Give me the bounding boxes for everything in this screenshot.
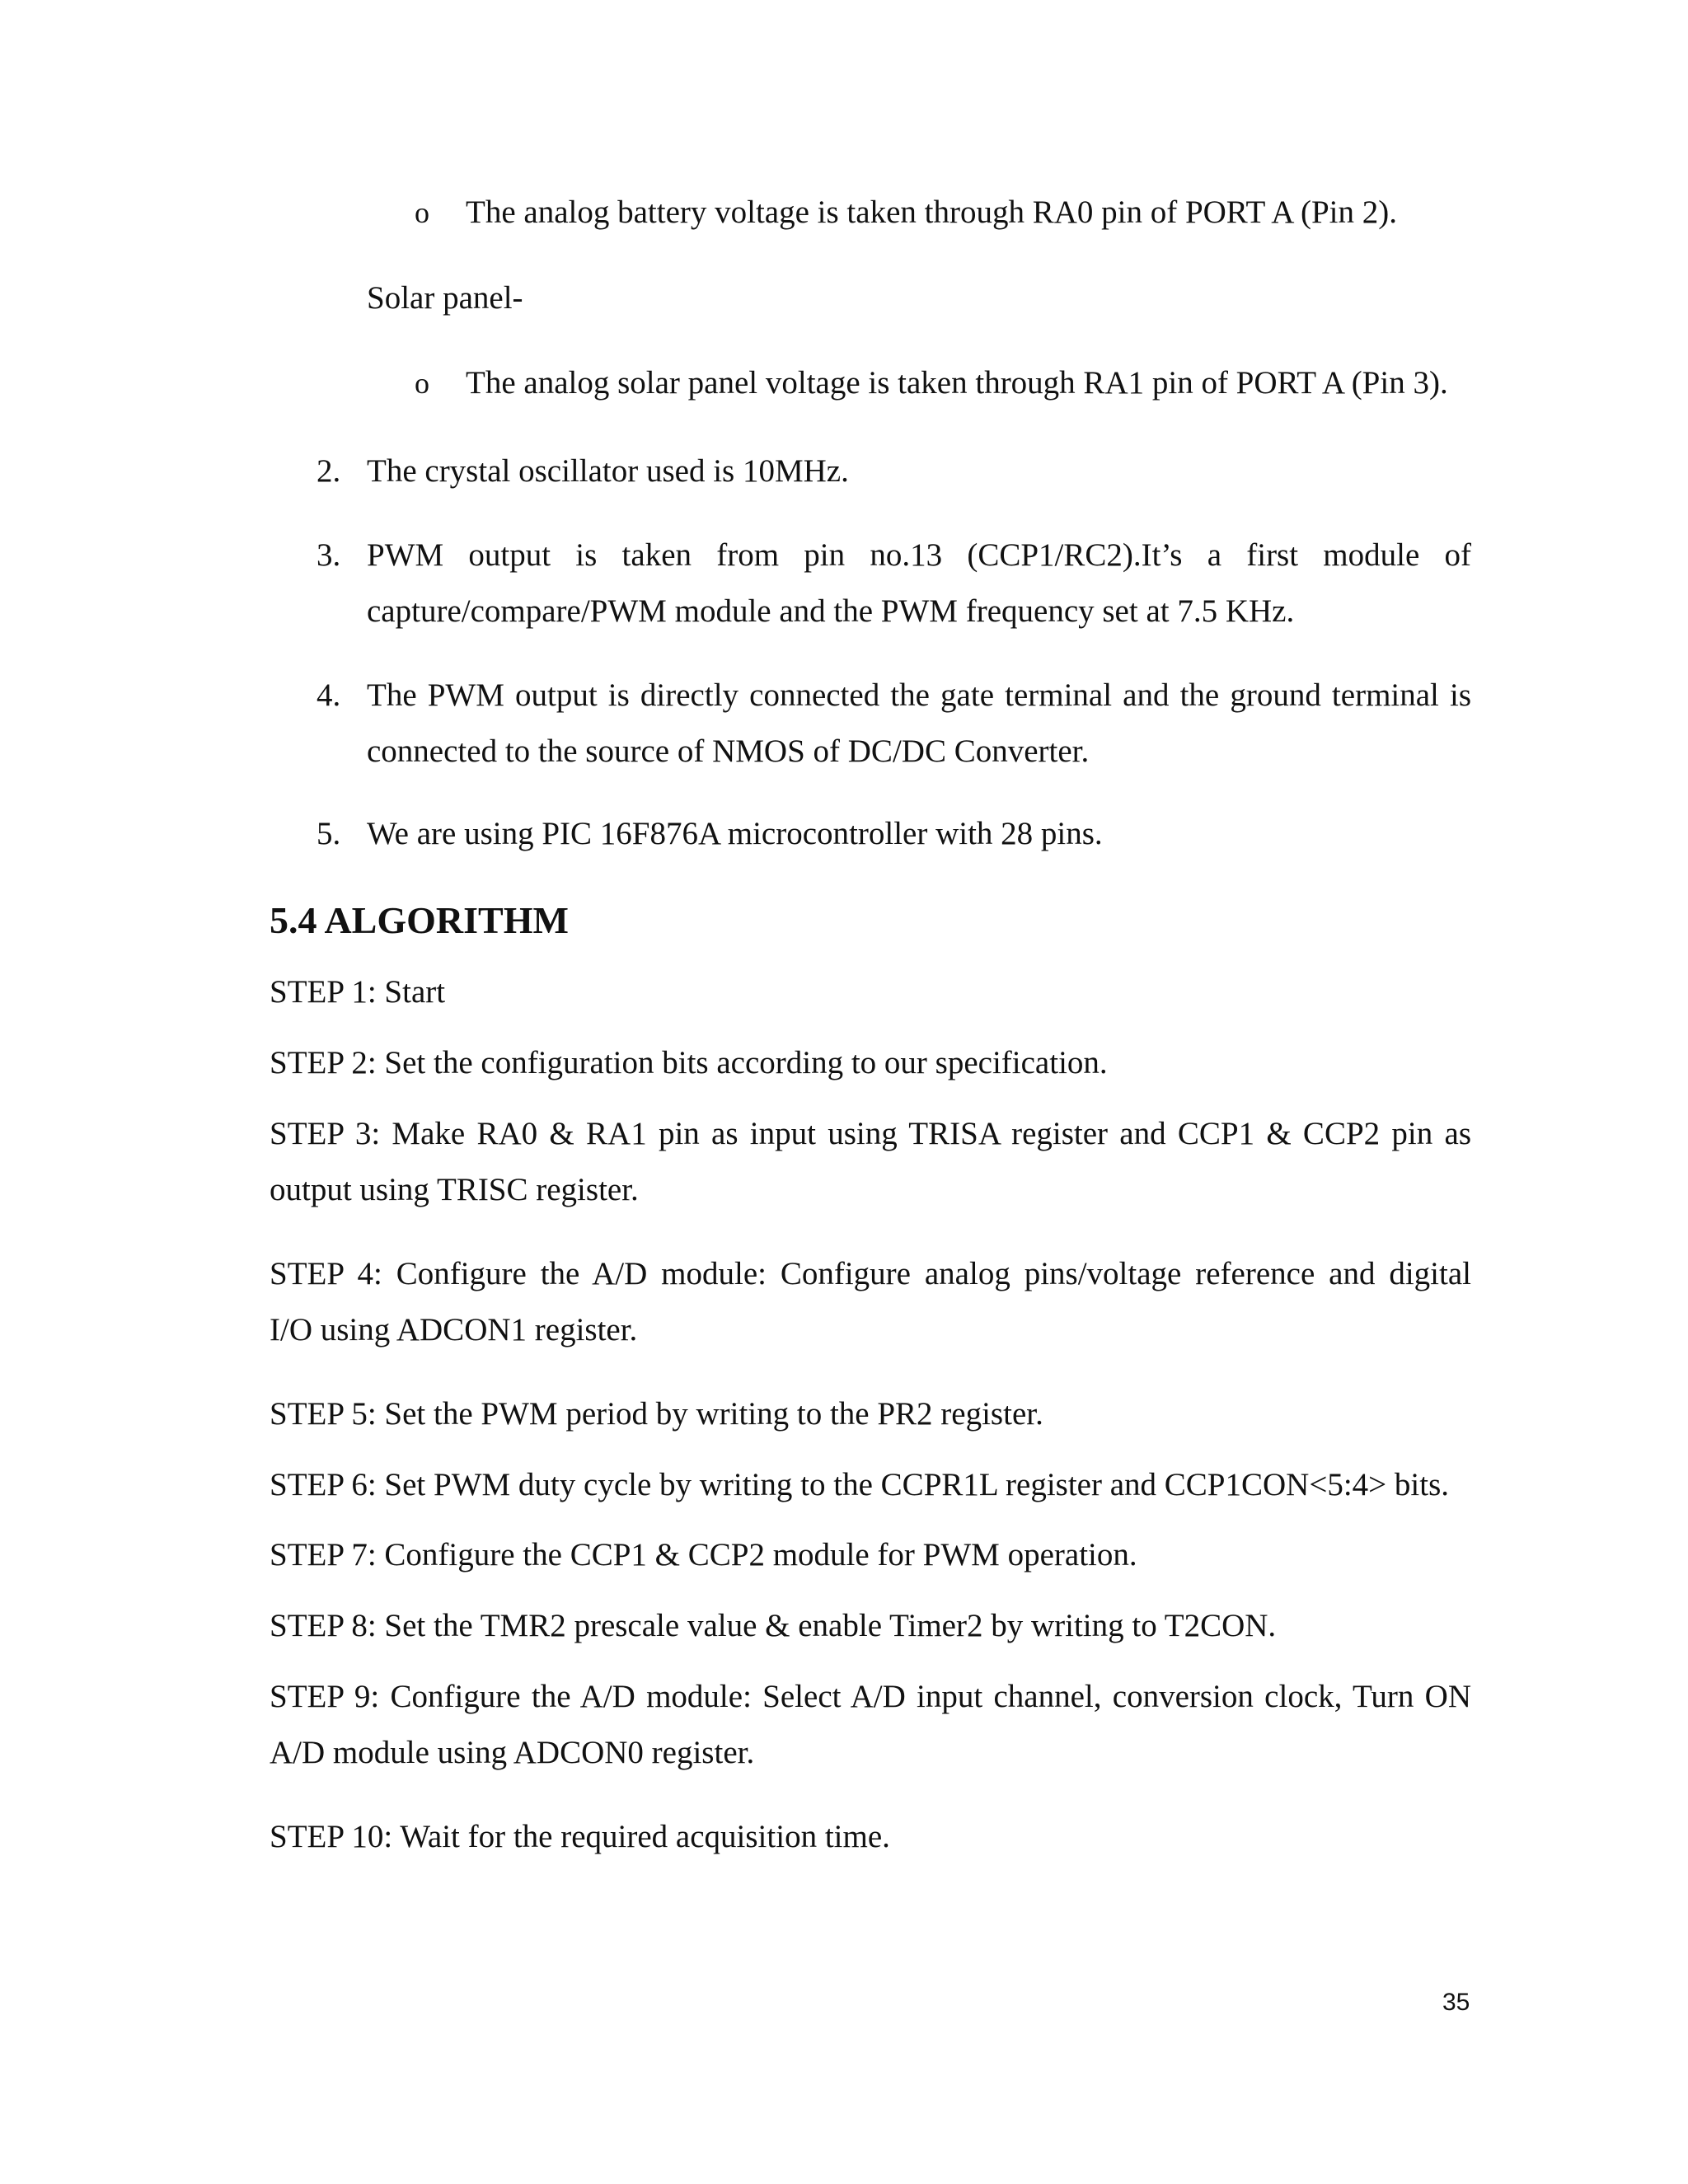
list-item-3-line-1: PWM output is taken from pin no.13 (CCP1/RC2).It’s a first module of (367, 537, 1471, 573)
page-number: 35 (1442, 1989, 1470, 2016)
step-9-line-2: A/D module using ADCON0 register. (270, 1735, 755, 1770)
list-item-2: The crystal oscillator used is 10MHz. (367, 453, 849, 489)
section-heading: 5.4 ALGORITHM (270, 899, 569, 941)
step-5: STEP 5: Set the PWM period by writing to the PR2 register. (270, 1396, 1043, 1432)
list-item-3-line-2: capture/compare/PWM module and the PWM frequency set at 7.5 KHz. (367, 593, 1295, 629)
step-7: STEP 7: Configure the CCP1 & CCP2 module for PWM operation. (270, 1537, 1137, 1572)
step-4-line-2: I/O using ADCON1 register. (270, 1312, 638, 1347)
step-1: STEP 1: Start (270, 974, 446, 1010)
step-2: STEP 2: Set the configuration bits according to our specification. (270, 1045, 1108, 1080)
step-3-line-2: output using TRISC register. (270, 1172, 639, 1207)
bullet-marker: o (415, 196, 429, 229)
step-3-line-1: STEP 3: Make RA0 & RA1 pin as input using TRISA register and CCP1 & CCP2 pin as (270, 1116, 1471, 1151)
list-item-4-line-1: The PWM output is directly connected the gate terminal and the ground terminal is (367, 677, 1471, 713)
step-10: STEP 10: Wait for the required acquisition time. (270, 1819, 890, 1854)
bullet-battery-voltage: The analog battery voltage is taken through RA0 pin of PORT A (Pin 2). (466, 194, 1397, 230)
list-item-4-line-2: connected to the source of NMOS of DC/DC Converter. (367, 733, 1090, 769)
bullet-solar-voltage: The analog solar panel voltage is taken through RA1 pin of PORT A (Pin 3). (466, 365, 1448, 401)
step-6: STEP 6: Set PWM duty cycle by writing to the CCPR1L register and CCP1CON<5:4> bits. (270, 1467, 1450, 1502)
step-8: STEP 8: Set the TMR2 prescale value & enable Timer2 by writing to T2CON. (270, 1608, 1277, 1643)
step-4-line-1: STEP 4: Configure the A/D module: Configure analog pins/voltage reference and digital (270, 1256, 1471, 1291)
list-item-5: We are using PIC 16F876A microcontroller with 28 pins. (367, 816, 1103, 851)
solar-panel-label: Solar panel- (367, 280, 523, 316)
step-9-line-1: STEP 9: Configure the A/D module: Select A/D input channel, conversion clock, Turn ON (270, 1679, 1471, 1714)
list-number: 2. (316, 453, 341, 489)
bullet-marker: o (415, 367, 429, 400)
list-number: 4. (316, 677, 341, 713)
list-number: 5. (316, 816, 341, 851)
list-number: 3. (316, 537, 341, 573)
